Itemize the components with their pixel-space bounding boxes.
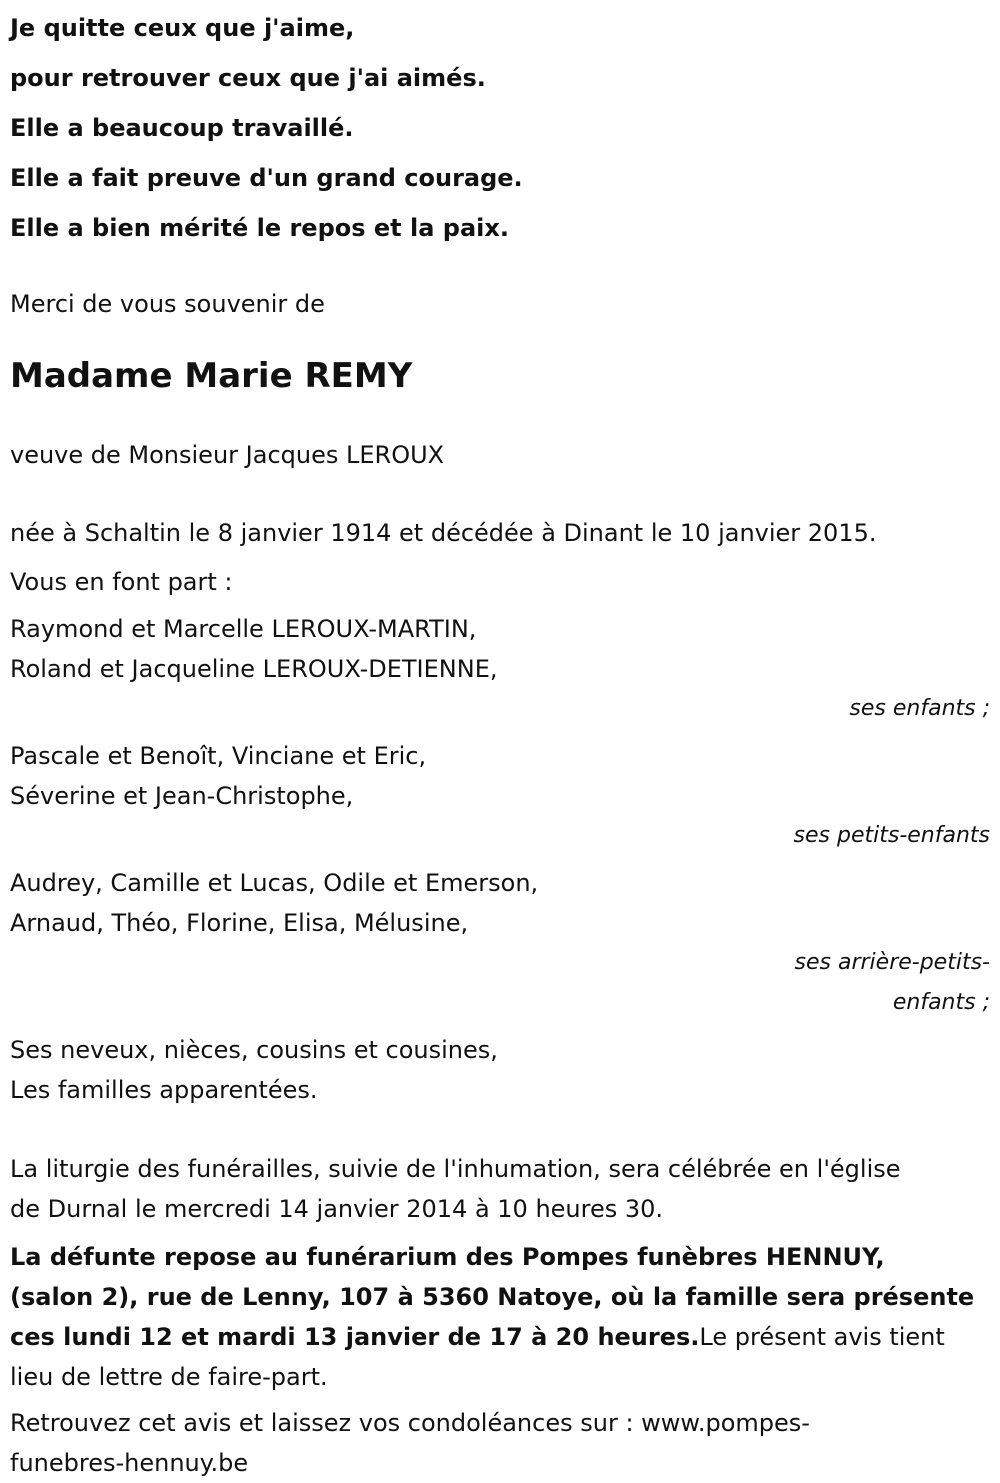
notice-text: lieu de lettre de faire-part.	[10, 1363, 328, 1391]
funerarium-line	[10, 1317, 992, 1357]
visiting-hours: ces lundi 12 et mardi 13 janvier de 17 à 20 heures.	[10, 1323, 700, 1351]
poem-line: Elle a bien mérité le repos et la paix.	[10, 214, 509, 242]
condolences-line: Retrouvez cet avis et laissez vos condoléances sur : www.pompes-	[10, 1409, 810, 1437]
poem-line: Elle a fait preuve d'un grand courage.	[10, 164, 523, 192]
liturgy-info	[10, 1149, 992, 1229]
great-grandchildren-group	[10, 863, 992, 1023]
relation-label: ses enfants ;	[849, 696, 990, 721]
family-line: Les familles apparentées.	[10, 1076, 318, 1104]
widow-of: veuve de Monsieur Jacques LEROUX	[10, 441, 445, 469]
family-line: Audrey, Camille et Lucas, Odile et Emerson,	[10, 869, 539, 897]
family-line: Arnaud, Théo, Florine, Elisa, Mélusine,	[10, 909, 469, 937]
family-line: Roland et Jacqueline LEROUX-DETIENNE,	[10, 655, 498, 683]
poem-line: Elle a beaucoup travaillé.	[10, 114, 354, 142]
announce-text: Vous en font part :	[10, 568, 233, 596]
poem-line: pour retrouver ceux que j'ai aimés.	[10, 64, 486, 92]
funerarium-info	[10, 1237, 992, 1397]
family-line: Pascale et Benoît, Vinciane et Eric,	[10, 742, 427, 770]
poem-line: Je quitte ceux que j'aime,	[10, 14, 355, 42]
obituary-notice	[10, 0, 992, 1483]
notice-text: Le présent avis tient	[699, 1323, 945, 1351]
funerarium-line: (salon 2), rue de Lenny, 107 à 5360 Natoye, où la famille sera présente	[10, 1283, 975, 1311]
relation-label: enfants ;	[892, 990, 990, 1015]
family-line: Raymond et Marcelle LEROUX-MARTIN,	[10, 615, 477, 643]
children-group	[10, 609, 992, 729]
deceased-name: Madame Marie REMY	[10, 356, 413, 396]
relation-label: ses arrière-petits-	[794, 950, 990, 975]
poem	[10, 3, 992, 253]
family-line: Ses neveux, nièces, cousins et cousines,	[10, 1036, 498, 1064]
liturgy-line: de Durnal le mercredi 14 janvier 2014 à 10 heures 30.	[10, 1195, 664, 1223]
liturgy-line: La liturgie des funérailles, suivie de l'inhumation, sera célébrée en l'église	[10, 1155, 901, 1183]
funerarium-line: La défunte repose au funérarium des Pompes funèbres HENNUY,	[10, 1243, 885, 1271]
birth-death-dates: née à Schaltin le 8 janvier 1914 et décédée à Dinant le 10 janvier 2015.	[10, 519, 877, 547]
condolences-info	[10, 1403, 992, 1483]
grandchildren-group	[10, 736, 992, 856]
other-relatives	[10, 1030, 992, 1110]
condolences-link[interactable]: funebres-hennuy.be	[10, 1449, 249, 1477]
relation-label: ses petits-enfants	[793, 823, 990, 848]
family-line: Séverine et Jean-Christophe,	[10, 782, 354, 810]
intro-text: Merci de vous souvenir de	[10, 290, 325, 318]
